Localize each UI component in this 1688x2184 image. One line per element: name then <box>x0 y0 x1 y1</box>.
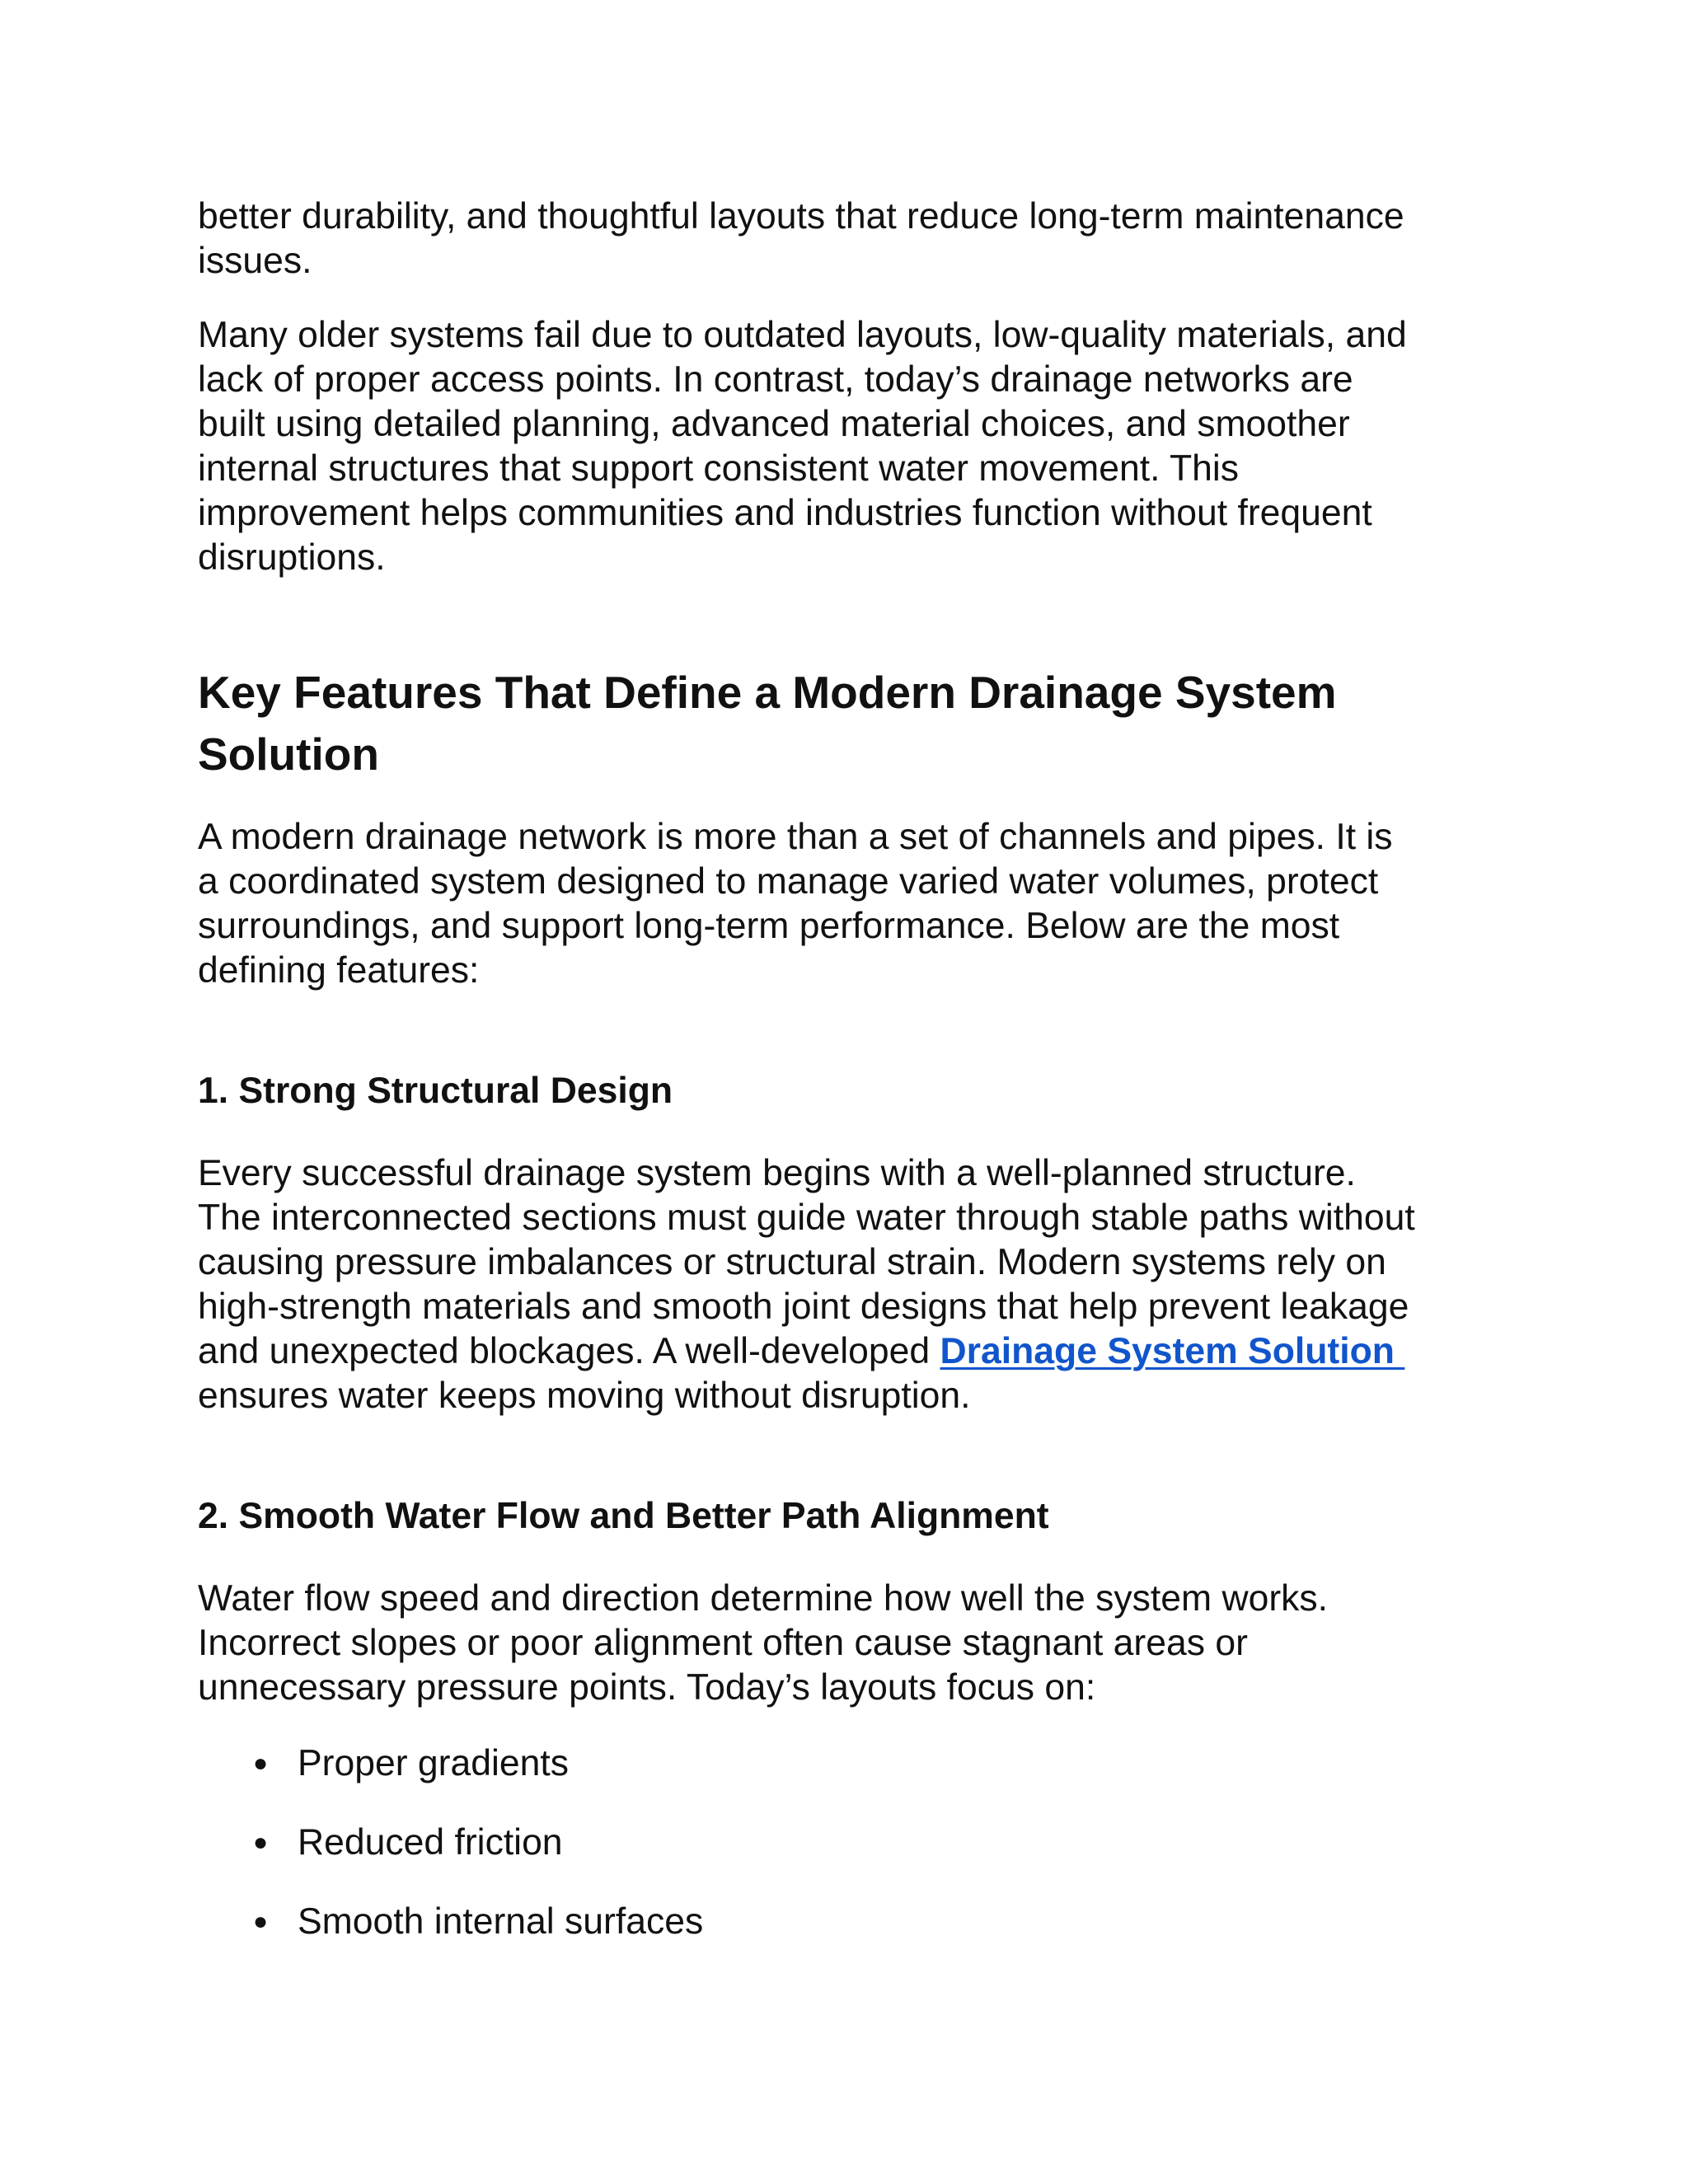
section-intro-paragraph: A modern drainage network is more than a set of channels and pipes. It is a coordinated system designed to manage varied water volumes, protect surroundings, and support long-term performance. Below are the most defining features: <box>198 817 1393 991</box>
list-item-label: Reduced friction <box>298 1822 563 1863</box>
feature-1-text-before-link: Every successful drainage system begins with a well-planned structure. The interconnected sections must guide water through stable paths without causing pressure imbalances or structural strain. Modern systems rely on high-strength materials and smooth joint designs that help prevent leakage and unexpected blockages. A well-developed <box>198 1153 1415 1371</box>
feature-1-paragraph <box>198 1151 1500 1418</box>
list-item <box>198 1900 1500 1944</box>
document-page <box>198 194 1500 1944</box>
list-item <box>198 1741 1500 1786</box>
older-systems-paragraph: Many older systems fail due to outdated layouts, low-quality materials, and lack of proper access points. In contrast, today’s drainage networks are built using detailed planning, advanced material choices, and smoother internal structures that support consistent water movement. This improvement helps communities and industries function without frequent disruptions. <box>198 315 1407 578</box>
list-item <box>198 1821 1500 1865</box>
feature-2-bullet-list <box>198 1741 1500 1944</box>
bullet-icon: ● <box>253 1750 269 1777</box>
drainage-system-solution-link[interactable]: Drainage System Solution <box>940 1331 1405 1371</box>
section-heading: Key Features That Define a Modern Drainage System Solution <box>198 667 1337 780</box>
bullet-icon: ● <box>253 1829 269 1856</box>
intro-tail-paragraph: better durability, and thoughtful layouts that reduce long-term maintenance issues. <box>198 196 1404 281</box>
feature-1-heading: 1. Strong Structural Design <box>198 1071 673 1111</box>
list-item-label: Smooth internal surfaces <box>298 1901 704 1942</box>
feature-2-paragraph: Water flow speed and direction determine how well the system works. Incorrect slopes or poor alignment often cause stagnant areas or unnecessary pressure points. Today’s layouts focus on: <box>198 1578 1329 1708</box>
feature-2-heading: 2. Smooth Water Flow and Better Path Alignment <box>198 1496 1049 1536</box>
list-item-label: Proper gradients <box>298 1743 569 1783</box>
bullet-icon: ● <box>253 1908 269 1935</box>
feature-1-text-after-link: ensures water keeps moving without disruption. <box>198 1376 971 1416</box>
